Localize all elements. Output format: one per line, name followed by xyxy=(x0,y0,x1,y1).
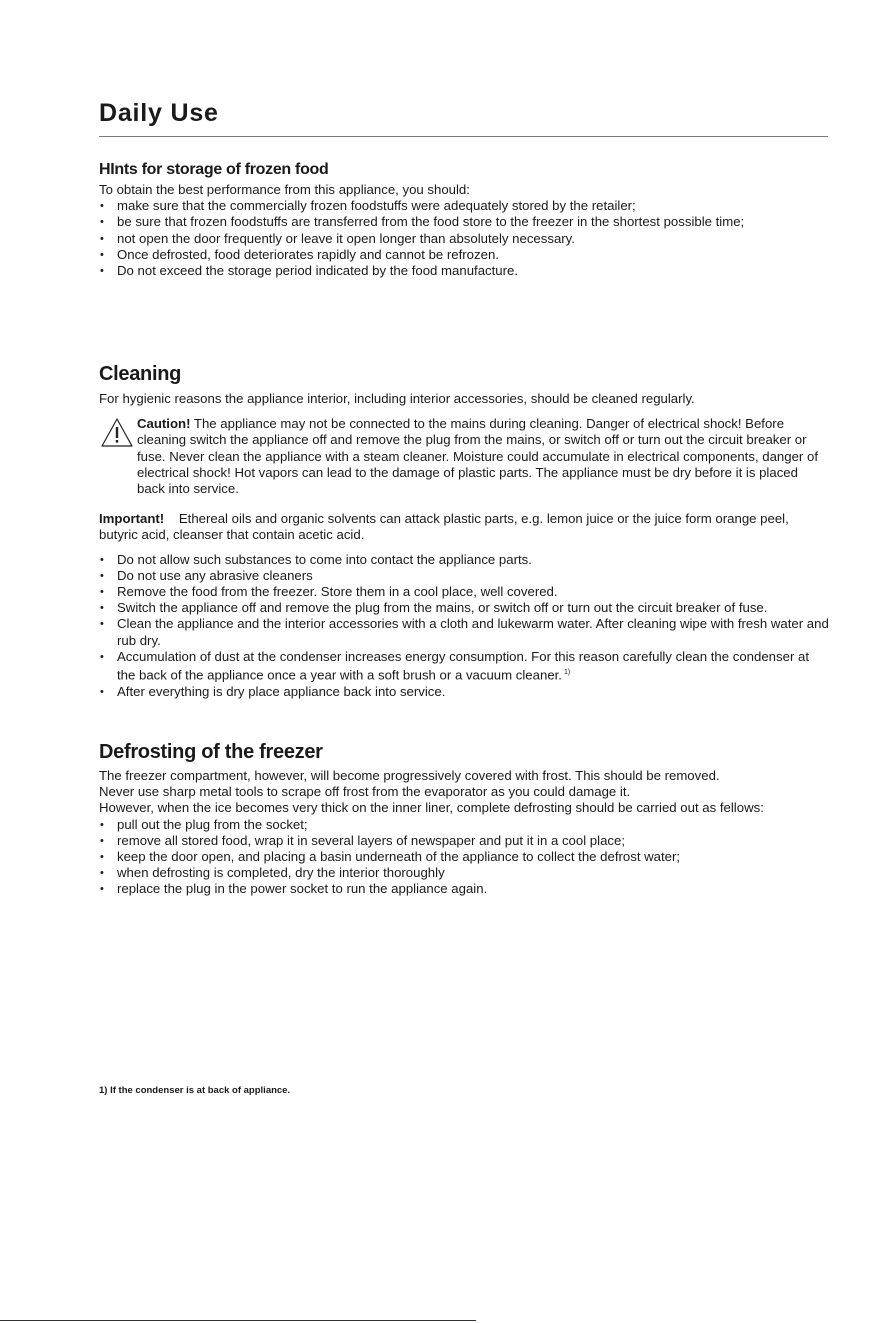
footnote: 1) If the condenser is at back of appliance. xyxy=(99,1085,291,1096)
list-item: • replace the plug in the power socket to run the appliance again. xyxy=(99,881,829,897)
defrosting-paragraph: However, when the ice becomes very thick on the inner liner, complete defrosting should be carried out as fellows: xyxy=(99,800,764,816)
hints-list xyxy=(99,198,829,279)
defrosting-section xyxy=(99,741,829,898)
title-divider xyxy=(99,136,828,137)
warning-triangle-icon xyxy=(100,417,134,449)
list-item: • Do not allow such substances to come into contact the appliance parts. xyxy=(99,552,829,568)
caution-notice xyxy=(99,416,829,497)
bottom-divider xyxy=(0,1320,476,1321)
cleaning-section xyxy=(99,363,829,700)
hints-section xyxy=(99,161,829,279)
list-item-text: Accumulation of dust at the condenser increases energy consumption. For this reason carefully clean the condenser at the back of the appliance once a year with a soft brush or a vacuum cleaner. xyxy=(117,648,809,683)
list-item: • keep the door open, and placing a basin underneath of the appliance to collect the defrost water; xyxy=(99,849,829,865)
important-label: Important! xyxy=(99,511,165,527)
list-item: • pull out the plug from the socket; xyxy=(99,817,829,833)
list-item: • Clean the appliance and the interior accessories with a cloth and lukewarm water. After cleaning wipe with fresh water and rub dry. xyxy=(99,616,829,648)
defrosting-heading: Defrosting of the freezer xyxy=(99,741,323,763)
page-title: Daily Use xyxy=(99,99,219,127)
defrosting-paragraph: Never use sharp metal tools to scrape off frost from the evaporator as you could damage it. xyxy=(99,784,631,800)
cleaning-list xyxy=(99,552,829,700)
list-item: • Remove the food from the freezer. Store them in a cool place, well covered. xyxy=(99,584,829,600)
hints-heading: HInts for storage of frozen food xyxy=(99,161,329,178)
list-item: • when defrosting is completed, dry the interior thoroughly xyxy=(99,865,829,881)
caution-body: The appliance may not be connected to the mains during cleaning. Danger of electrical shock! Before cleaning switch the appliance off and remove the plug from the mains, or switch off or turn out the circuit breaker or fuse. Never clean the appliance with a steam cleaner. Moisture could accumulate in electrical components, danger of electrical shock! Hot vapors can lead to the damage of plastic parts. The appliance must be dry before it is placed back into service. xyxy=(137,416,818,497)
defrosting-paragraph: The freezer compartment, however, will become progressively covered with frost. This should be removed. xyxy=(99,768,720,783)
defrosting-list xyxy=(99,817,829,898)
list-item: • After everything is dry place appliance back into service. xyxy=(99,684,829,700)
important-body: Ethereal oils and organic solvents can attack plastic parts, e.g. lemon juice or the juice form orange peel, butyric acid, cleanser that contain acetic acid. xyxy=(99,511,793,543)
list-item: • not open the door frequently or leave it open longer than absolutely necessary. xyxy=(99,231,829,247)
list-item: • make sure that the commercially frozen foodstuffs were adequately stored by the retailer; xyxy=(99,198,829,214)
footnote-marker: 1) xyxy=(563,669,571,677)
list-item: • Switch the appliance off and remove the plug from the mains, or switch off or turn out the circuit breaker of fuse. xyxy=(99,600,829,616)
list-item: • remove all stored food, wrap it in several layers of newspaper and put it in a cool place; xyxy=(99,833,829,849)
cleaning-intro: For hygienic reasons the appliance interior, including interior accessories, should be cleaned regularly. xyxy=(99,391,695,406)
caution-text xyxy=(137,416,829,497)
list-item xyxy=(99,649,829,684)
list-item: • be sure that frozen foodstuffs are transferred from the food store to the freezer in the shortest possible time; xyxy=(99,214,829,230)
caution-label: Caution! xyxy=(137,416,191,432)
important-note xyxy=(99,511,829,543)
list-item: • Do not use any abrasive cleaners xyxy=(99,568,829,584)
cleaning-heading: Cleaning xyxy=(99,363,182,385)
list-item: • Do not exceed the storage period indicated by the food manufacture. xyxy=(99,263,829,279)
hints-intro: To obtain the best performance from this appliance, you should: xyxy=(99,182,470,197)
list-item: • Once defrosted, food deteriorates rapidly and cannot be refrozen. xyxy=(99,247,829,263)
